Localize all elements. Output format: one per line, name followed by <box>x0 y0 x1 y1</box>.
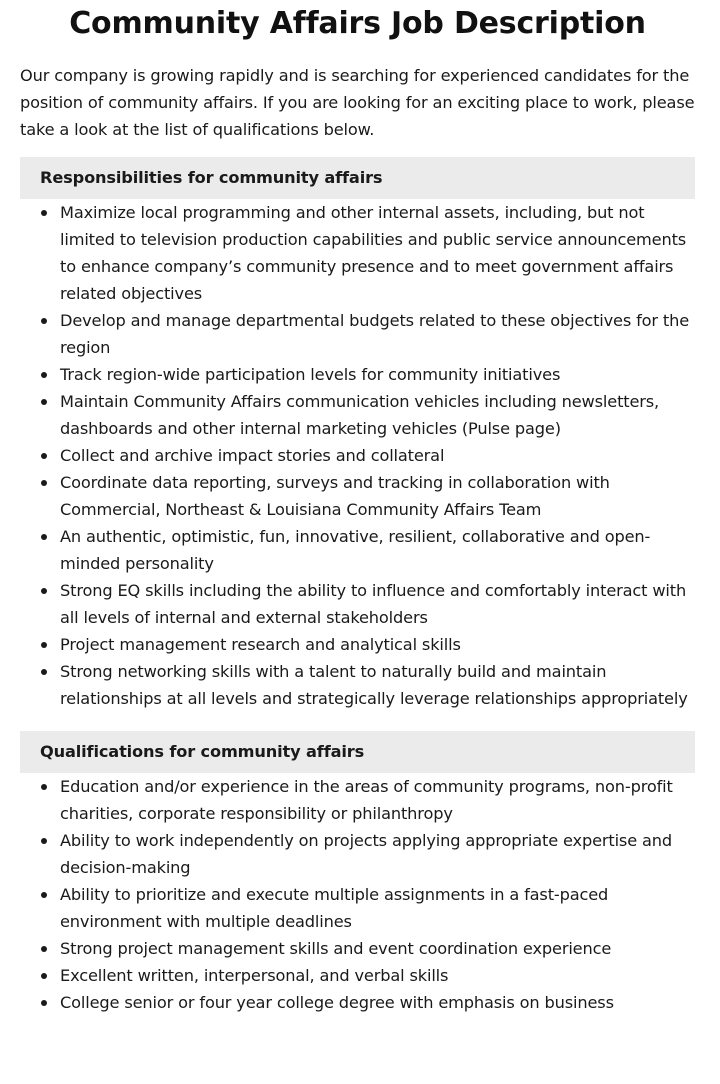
list-item <box>20 199 695 307</box>
list-item-text: Strong project management skills and event coordination experience <box>60 939 612 958</box>
bullet-icon <box>41 1000 47 1006</box>
bullet-icon <box>41 946 47 952</box>
bullet-icon <box>41 372 47 378</box>
list-item <box>20 935 695 962</box>
list-item <box>20 577 695 631</box>
page-title: Community Affairs Job Description <box>69 6 646 41</box>
list-item <box>20 773 695 827</box>
list-item <box>20 361 695 388</box>
list-item <box>20 388 695 442</box>
bullet-icon <box>41 318 47 324</box>
qualifications-heading: Qualifications for community affairs <box>20 731 695 773</box>
responsibilities-list <box>20 199 695 712</box>
list-item <box>20 962 695 989</box>
bullet-icon <box>41 838 47 844</box>
list-item <box>20 307 695 361</box>
intro-paragraph: Our company is growing rapidly and is searching for experienced candidates for the position of community affairs. If you are looking for an exciting place to work, please take a look at the list of qualifications below. <box>20 66 695 139</box>
list-item-text: Develop and manage departmental budgets related to these objectives for the region <box>60 311 690 357</box>
list-item-text: Maintain Community Affairs communication vehicles including newsletters, dashboards and other internal marketing vehicles (Pulse page) <box>60 392 660 438</box>
list-item-text: Coordinate data reporting, surveys and tracking in collaboration with Commercial, Northeast & Louisiana Community Affairs Team <box>60 473 610 519</box>
bullet-icon <box>41 784 47 790</box>
list-item <box>20 827 695 881</box>
bullet-icon <box>41 892 47 898</box>
bullet-icon <box>41 973 47 979</box>
list-item <box>20 442 695 469</box>
list-item-text: Ability to prioritize and execute multiple assignments in a fast-paced environment with multiple deadlines <box>60 885 609 931</box>
qualifications-list <box>20 773 695 1016</box>
list-item-text: An authentic, optimistic, fun, innovative, resilient, collaborative and open-minded personality <box>60 527 651 573</box>
responsibilities-heading: Responsibilities for community affairs <box>20 157 695 199</box>
list-item-text: Project management research and analytical skills <box>60 635 461 654</box>
list-item-text: Collect and archive impact stories and collateral <box>60 446 445 465</box>
list-item <box>20 523 695 577</box>
list-item <box>20 469 695 523</box>
list-item <box>20 631 695 658</box>
list-item <box>20 881 695 935</box>
list-item <box>20 658 695 712</box>
list-item-text: Excellent written, interpersonal, and verbal skills <box>60 966 449 985</box>
list-item-text: Strong EQ skills including the ability to influence and comfortably interact with all levels of internal and external stakeholders <box>60 581 687 627</box>
list-item-text: Track region-wide participation levels for community initiatives <box>60 365 561 384</box>
bullet-icon <box>41 210 47 216</box>
bullet-icon <box>41 588 47 594</box>
bullet-icon <box>41 669 47 675</box>
bullet-icon <box>41 453 47 459</box>
bullet-icon <box>41 642 47 648</box>
list-item <box>20 989 695 1016</box>
bullet-icon <box>41 480 47 486</box>
list-item-text: Strong networking skills with a talent to naturally build and maintain relationships at all levels and strategically leverage relationships appropriately <box>60 662 688 708</box>
bullet-icon <box>41 399 47 405</box>
list-item-text: College senior or four year college degree with emphasis on business <box>60 993 614 1012</box>
list-item-text: Education and/or experience in the areas of community programs, non-profit charities, corporate responsibility or philanthropy <box>60 777 673 823</box>
bullet-icon <box>41 534 47 540</box>
list-item-text: Ability to work independently on projects applying appropriate expertise and decision-making <box>60 831 673 877</box>
list-item-text: Maximize local programming and other internal assets, including, but not limited to television production capabilities and public service announcements to enhance company’s community presence and to meet government affairs related objectives <box>60 203 687 303</box>
